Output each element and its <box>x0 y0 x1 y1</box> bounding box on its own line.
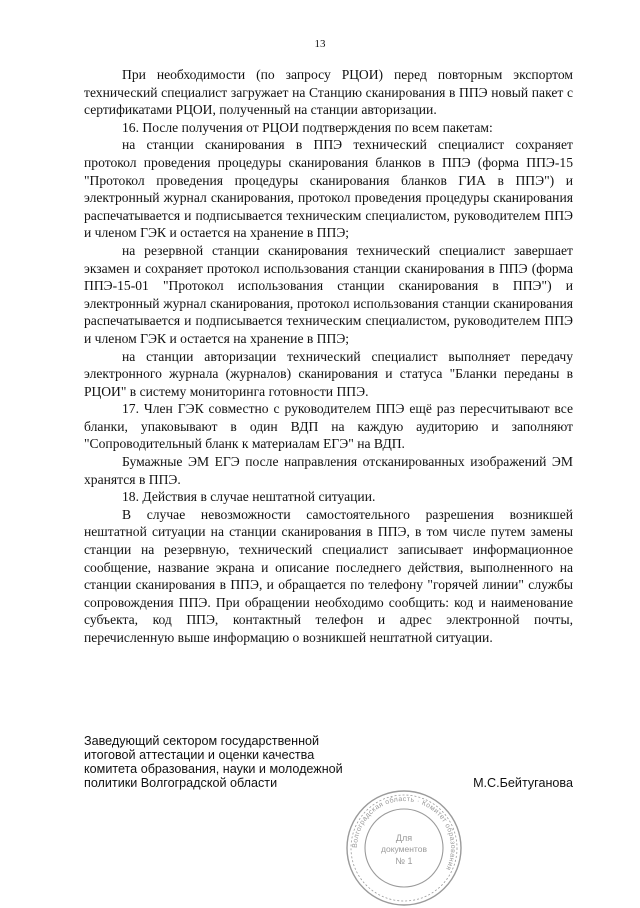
signature-block <box>84 734 573 790</box>
stamp-line-2: документов <box>381 844 427 854</box>
paragraph-paper-materials: Бумажные ЭМ ЕГЭ после направления отсканированных изображений ЭМ хранятся в ППЭ. <box>84 454 573 487</box>
paragraph-authorization-station: на станции авторизации технический специалист выполняет передачу электронного журнала (журналов) сканирования и статуса "Бланки переданы в РЦОИ" в систему мониторинга готовности ППЭ. <box>84 348 573 399</box>
official-stamp <box>344 788 464 908</box>
document-body <box>84 66 573 647</box>
paragraph-scanning-station: на станции сканирования в ППЭ технический специалист сохраняет протокол проведения процедуры сканирования бланков в ППЭ (форма ППЭ-15 "Протокол проведения процедуры сканирования бланков ГИА в ППЭ") и электронный журнал сканирования, протокол проведения процедуры сканирования распечатывается и подписывается техническим специалистом, руководителем ППЭ и членом ГЭК и остается на хранение в ППЭ; <box>84 137 573 241</box>
page-number: 13 <box>314 38 326 50</box>
signatory-title: Заведующий сектором государственной итоговой аттестации и оценки качества комитета образования, науки и молодежной политики Волгоградской области <box>84 734 343 790</box>
paragraph-emergency-procedure: В случае невозможности самостоятельного разрешения возникшей нештатной ситуации на станции сканирования в ППЭ, в том числе путем замены станции на резервную, технический специалист записывает информационное сообщение, название экрана и описание последнего действия, выполненного на станции сканирования в ППЭ, и обращается по телефону "горячей линии" службы сопровождения ППЭ. При обращении необходимо сообщить: код и наименование субъекта, код ППЭ, контактный телефон и адрес электронной почты, перечисленную выше информацию о возникшей нештатной ситуации. <box>84 506 573 645</box>
stamp-ring-text: Волгоградская область · Комитет образования <box>351 795 457 872</box>
paragraph-item-17: 17. Член ГЭК совместно с руководителем ППЭ ещё раз пересчитывают все бланки, упаковывают в один ВДП на каждую аудиторию и заполняют "Сопроводительный бланк к материалам ЕГЭ" на ВДП. <box>84 401 573 452</box>
stamp-line-1: Для <box>395 833 413 843</box>
paragraph-item-16: 16. После получения от РЦОИ подтверждения по всем пакетам: <box>122 119 493 135</box>
signatory-name: М.С.Бейтуганова <box>473 776 573 790</box>
paragraph-reexport-note: При необходимости (по запросу РЦОИ) перед повторным экспортом технический специалист загружает на Станцию сканирования в ППЭ новый пакет с сертификатами РЦОИ, полученный на станции авторизации. <box>84 67 573 118</box>
paragraph-reserve-station: на резервной станции сканирования технический специалист завершает экзамен и сохраняет протокол использования станции сканирования в ППЭ (форма ППЭ-15-01 "Протокол использования станции сканирования в ППЭ") и электронный журнал сканирования, протокол использования станции сканирования распечатывается и подписывается техническим специалистом, руководителем ППЭ и членом ГЭК и остается на хранение в ППЭ; <box>84 242 573 346</box>
paragraph-item-18: 18. Действия в случае нештатной ситуации. <box>122 489 376 505</box>
stamp-line-3: № 1 <box>395 856 413 866</box>
